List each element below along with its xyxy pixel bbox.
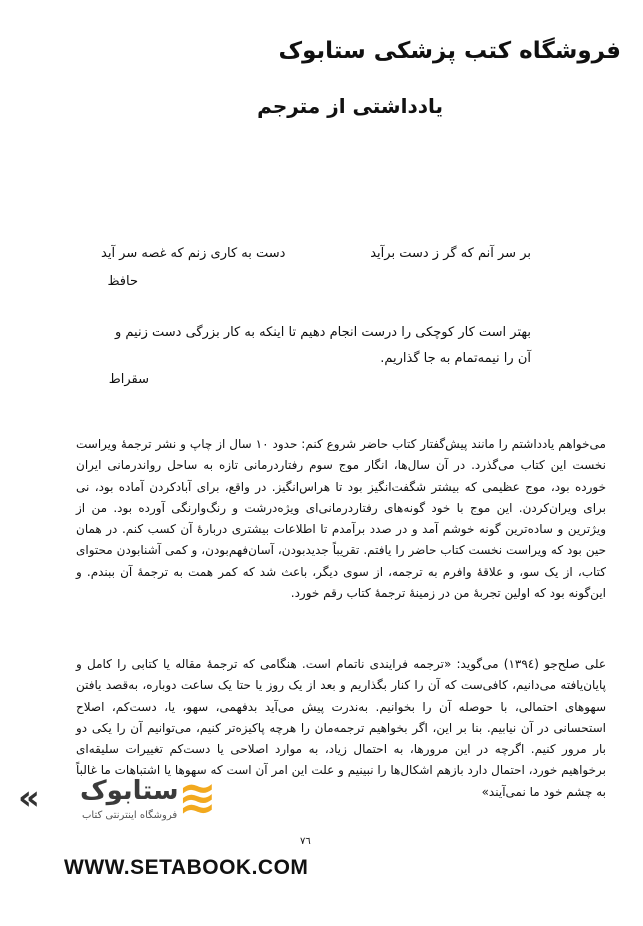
poem-left-hemistich: دست به کاری زنم که غصه سر آید	[101, 246, 286, 261]
poem	[101, 246, 531, 261]
quote-text: بهتر است کار کوچکی را درست انجام دهیم تا اینکه به کار بزرگی دست زنیم و آن را نیمه‌تمام به جا گذاریم.	[115, 325, 531, 366]
page-number: ٧٦	[300, 836, 311, 847]
logo-chevrons-icon: «	[18, 778, 40, 818]
body-paragraph-2: علی صلح‌جو (۱۳۹٤) می‌گوید: «ترجمه فرایندی ناتمام است. هنگامی که ترجمهٔ مقاله یا کتابی را کامل و پایان‌یافته می‌دانیم، کافی‌ست که آن را کنار بگذاریم و بعد از یک روز یا حتا یک ساعت دوباره، به‌قصد یافتن سهوهای احتمالی، با حوصله آن را بخوانیم. به‌ندرت پیش می‌آید بدفهمی، سهو، یا، دست‌کم، اصلاح استحسانی در آن نیابیم. بنا بر این، اگر بخواهیم ترجمه‌مان را هرچه پاکیزه‌تر کنیم، می‌توانیم آن را یکی دو بار مرور کنیم. اگرچه در این مرورها، به احتمال زیاد، به موارد اصلاحی یا دست‌کم تغییرات سلیقه‌ای برخواهیم خورد، احتمال دارد بازهم اشکال‌ها را نبینیم و علت این امر آن است که سهوها یا اشتباهات ما غالباً به چشم خود ما نمی‌آیند»	[76, 657, 606, 799]
poem-right-hemistich: بر سر آنم که گر ز دست برآید	[370, 246, 531, 261]
logo-book-icon: ≋	[178, 770, 217, 824]
body-paragraph-1: می‌خواهم یادداشتم را مانند پیش‌گفتار کتاب حاضر شروع کنم: حدود ۱۰ سال از چاپ و نشر ترجمهٔ ویراست نخست این کتاب می‌گذرد. در آن سال‌ها، انگار موج سوم رفتاردرمانی تازه به ساحل رواندرمانی ایران خورده بود، موج عظیمی که بیشتر شگفت‌انگیز بود تا هراس‌انگیز. در واقع، برای آبادکردن آماده بود، نی برای ویران‌کردن. این موج با خود گونه‌های رفتاردرمانی‌ای ویژه‌درشت و رنگ‌وارنگی آورده بود. من از ویژترین و ساده‌ترین گونه خوشم آمد و در صدد برآمدم تا اطلاعات بیشتری دربارهٔ آن کسب کنم. در همان حین بود که ویراست نخست کتاب حاضر را یافتم. تقریباً جدیدبودن، آسان‌فهم‌بودن، و کمی آشنابودن محتوای کتاب، از یک سو، و علاقهٔ وافرم به ترجمه، از سوی دیگر، باعث شد که کمر همت به ترجمهٔ آن ببندم. و این‌گونه بود که اولین تجربهٔ من در زمینهٔ ترجمهٔ کتاب رقم خورد.	[76, 437, 606, 601]
poem-author: حافظ	[107, 274, 138, 289]
setabook-logo	[18, 770, 268, 840]
poem-verse	[101, 246, 531, 261]
logo-subtitle: فروشگاه اینترنتی کتاب	[82, 810, 178, 821]
logo-text: ستابوک	[80, 776, 179, 806]
page-heading: یادداشتی از مترجم	[257, 94, 443, 118]
quote-author: سقراط	[108, 372, 149, 387]
store-title: فروشگاه کتب پزشکی ستابوک	[278, 38, 621, 64]
website-url[interactable]: WWW.SETABOOK.COM	[64, 856, 309, 879]
